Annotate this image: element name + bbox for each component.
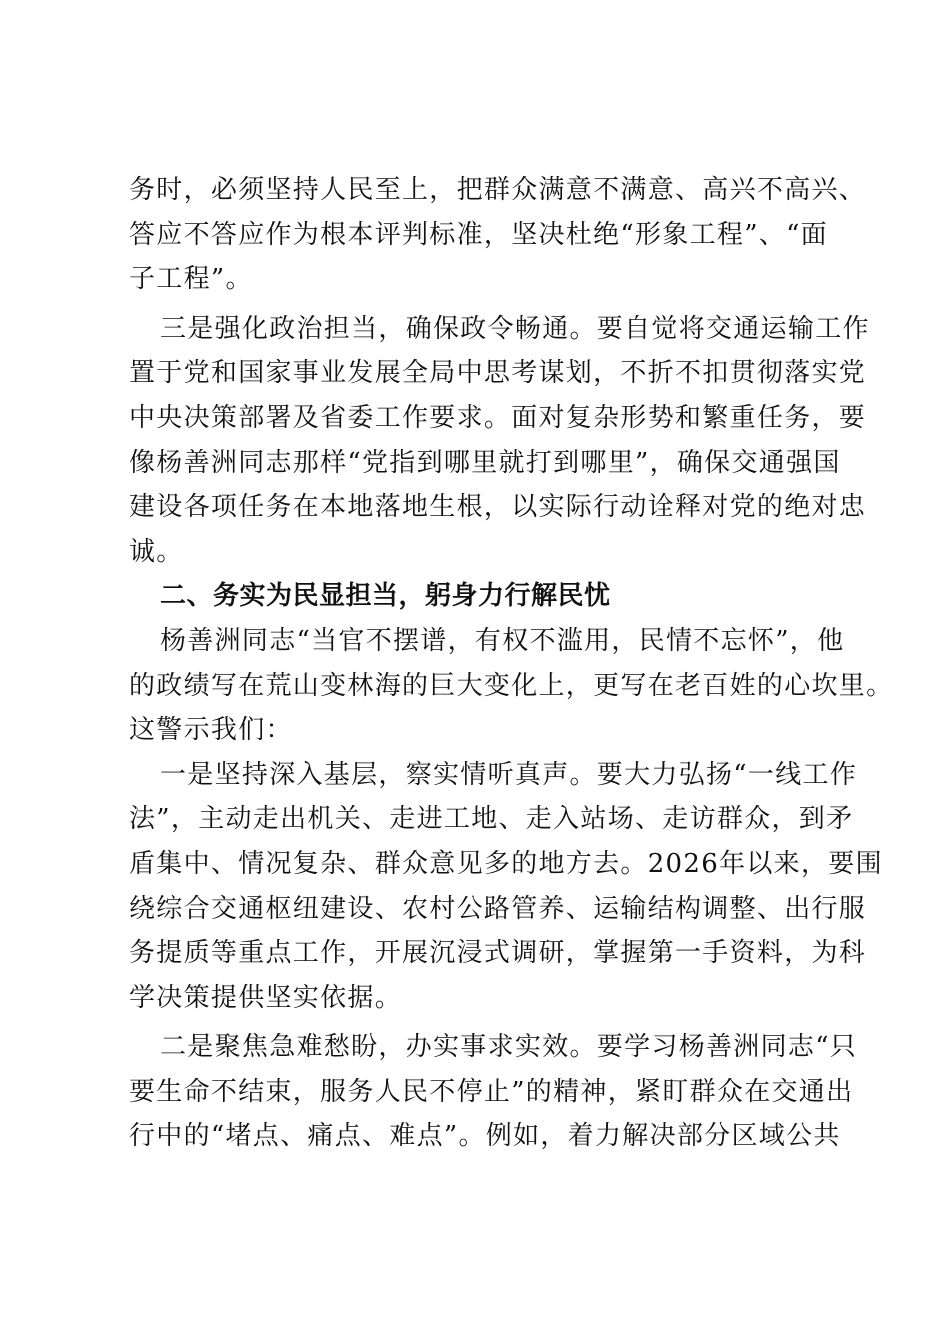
- paragraph-line: 一是坚持深入基层，察实情听真声。要大力弘扬“一线工作: [160, 759, 858, 790]
- paragraph-line: 置于党和国家事业发展全局中思考谋划，不折不扣贯彻落实党: [129, 358, 867, 389]
- paragraph-line: 中央决策部署及省委工作要求。面对复杂形势和繁重任务，要: [129, 402, 867, 433]
- document-body: [129, 168, 894, 1159]
- paragraph-line: 要生命不结束，服务人民不停止”的精神，紧盯群众在交通出: [129, 1076, 854, 1107]
- paragraph-line: 行中的“堵点、痛点、难点”。例如，着力解决部分区域公共: [129, 1121, 841, 1152]
- paragraph-line: 学决策提供坚实依据。: [129, 982, 403, 1013]
- paragraph-line: 绕综合交通枢纽建设、农村公路管养、运输结构调整、出行服: [129, 893, 867, 924]
- paragraph-line: 务时，必须坚持人民至上，把群众满意不满意、高兴不高兴、: [129, 175, 867, 205]
- paragraph-line: 建设各项任务在本地落地生根，以实际行动诠释对党的绝对忠: [129, 492, 867, 523]
- paragraph-line: 法”，主动走出机关、走进工地、走入站场、走访群众，到矛: [129, 804, 854, 835]
- paragraph-line: 三是强化政治担当，确保政令畅通。要自觉将交通运输工作: [160, 313, 870, 344]
- paragraph-line: 杨善洲同志“当官不摆谱，有权不滥用，民情不忘怀”，他: [160, 625, 845, 656]
- section-heading: 二、务实为民显担当，躬身力行解民忧: [160, 581, 611, 612]
- paragraph-line: 盾集中、情况复杂、群众意见多的地方去。2026年以来，要围: [129, 848, 883, 879]
- paragraph-line: 子工程”。: [129, 264, 253, 295]
- paragraph-line: 的政绩写在荒山变林海的巨大变化上，更写在老百姓的心坎里。: [129, 670, 894, 701]
- paragraph-line: 诚。: [129, 536, 184, 567]
- paragraph-line: 二是聚焦急难愁盼，办实事求实效。要学习杨善洲同志“只: [160, 1032, 858, 1063]
- paragraph-line: 务提质等重点工作，开展沉浸式调研，掌握第一手资料，为科: [129, 938, 867, 969]
- paragraph-line: 像杨善洲同志那样“党指到哪里就打到哪里”，确保交通强国: [129, 447, 841, 478]
- paragraph-line: 答应不答应作为根本评判标准，坚决杜绝“形象工程”、“面: [129, 219, 828, 250]
- paragraph-line: 这警示我们：: [129, 715, 293, 746]
